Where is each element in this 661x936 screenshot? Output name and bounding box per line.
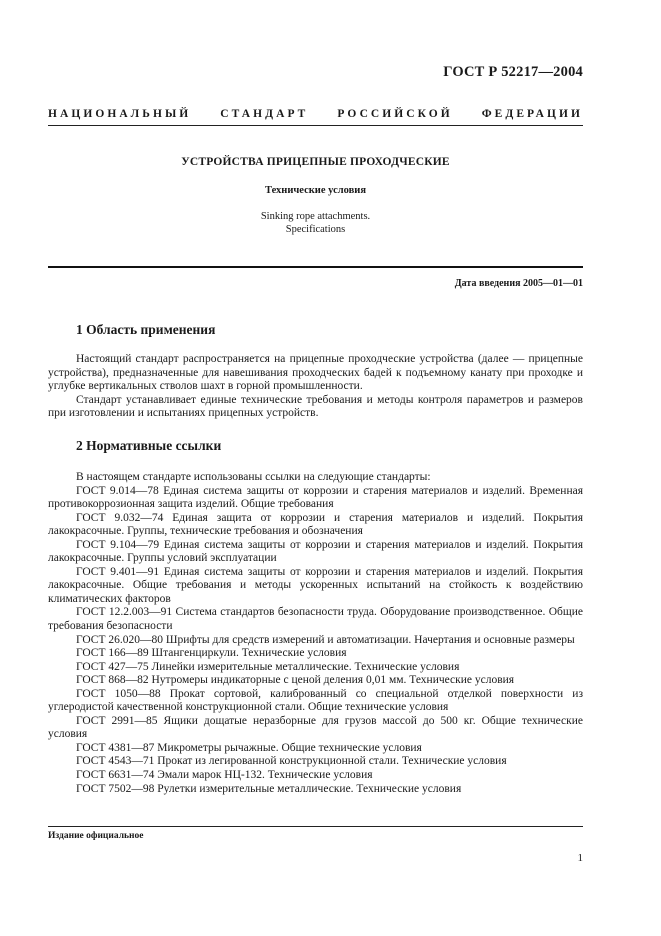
reference-item: ГОСТ 26.020—80 Шрифты для средств измерений и автоматизации. Начертания и основные размеры xyxy=(76,633,575,646)
reference-item: ГОСТ 6631—74 Эмали марок НЦ-132. Технические условия xyxy=(76,769,373,782)
page-number: 1 xyxy=(577,852,583,864)
section-scope-body xyxy=(48,353,583,421)
footer-divider xyxy=(48,826,583,827)
reference-item: ГОСТ 9.104—79 Единая система защиты от коррозии и старения материалов и изделий. Покрытия лакокрасочные. Группы условий эксплуатации xyxy=(48,538,583,565)
reference-item: ГОСТ 9.401—91 Единая система защиты от коррозии и старения материалов и изделий. Покрытия лакокрасочные. Общие требования и методы ускоренных испытаний на стойкость к воздействию климатических факторов xyxy=(48,565,583,605)
introduction-date: Дата введения 2005—01—01 xyxy=(454,278,583,289)
document-code: ГОСТ Р 52217—2004 xyxy=(443,64,583,80)
section-heading-scope: 1 Область применения xyxy=(76,322,216,337)
document-title: УСТРОЙСТВА ПРИЦЕПНЫЕ ПРОХОДЧЕСКИЕ xyxy=(181,156,450,168)
english-title-line-2: Specifications xyxy=(285,224,346,235)
english-title xyxy=(48,210,583,236)
reference-item: ГОСТ 868—82 Нутромеры индикаторные с ценой деления 0,01 мм. Технические условия xyxy=(76,674,515,687)
reference-item: ГОСТ 427—75 Линейки измерительные металлические. Технические условия xyxy=(76,660,460,673)
scope-paragraph-2: Стандарт устанавливает единые технические требования и методы контроля параметров и размеров при изготовлении и испытаниях прицепных устройств. xyxy=(48,393,583,420)
reference-item: ГОСТ 4381—87 Микрометры рычажные. Общие технические условия xyxy=(76,741,422,754)
header-divider xyxy=(48,125,583,126)
reference-item: ГОСТ 9.032—74 Единая защита от коррозии и старения материалов и изделий. Покрытия лакокрасочные. Группы, технические требования и обозначения xyxy=(48,511,583,538)
document-subtitle: Технические условия xyxy=(264,185,367,196)
reference-item: ГОСТ 4543—71 Прокат из легированной конструкционной стали. Технические условия xyxy=(76,755,507,768)
scope-paragraph-1: Настоящий стандарт распространяется на прицепные проходческие устройства (далее — прицепные устройства), предназначенные для навешивания проходческих бадей к подъемному канату при проходке и углубке вертикальных стволов шахт в горной промышленности. xyxy=(48,353,583,393)
references-intro: В настоящем стандарте использованы ссылки на следующие стандарты: xyxy=(76,471,431,483)
reference-item: ГОСТ 166—89 Штангенциркули. Технические условия xyxy=(76,647,347,660)
reference-item: ГОСТ 12.2.003—91 Система стандартов безопасности труда. Оборудование производственное. Общие требования безопасности xyxy=(48,606,583,633)
reference-item: ГОСТ 2991—85 Ящики дощатые неразборные для грузов массой до 500 кг. Общие технические условия xyxy=(48,714,583,741)
standard-banner: НАЦИОНАЛЬНЫЙ СТАНДАРТ РОССИЙСКОЙ ФЕДЕРАЦИИ xyxy=(48,108,583,120)
reference-item: ГОСТ 9.014—78 Единая система защиты от коррозии и старения материалов и изделий. Временная противокоррозионная защита изделий. Общие требования xyxy=(48,484,583,511)
reference-item: ГОСТ 7502—98 Рулетки измерительные металлические. Технические условия xyxy=(76,782,462,795)
reference-item: ГОСТ 1050—88 Прокат сортовой, калиброванный со специальной отделкой поверхности из углеродистой качественной конструкционной стали. Общие технические условия xyxy=(48,687,583,714)
title-divider xyxy=(48,266,583,268)
edition-label: Издание официальное xyxy=(48,831,144,841)
section-heading-references: 2 Нормативные ссылки xyxy=(76,438,222,453)
english-title-line-1: Sinking rope attachments. xyxy=(260,211,371,222)
references-body xyxy=(48,471,583,796)
